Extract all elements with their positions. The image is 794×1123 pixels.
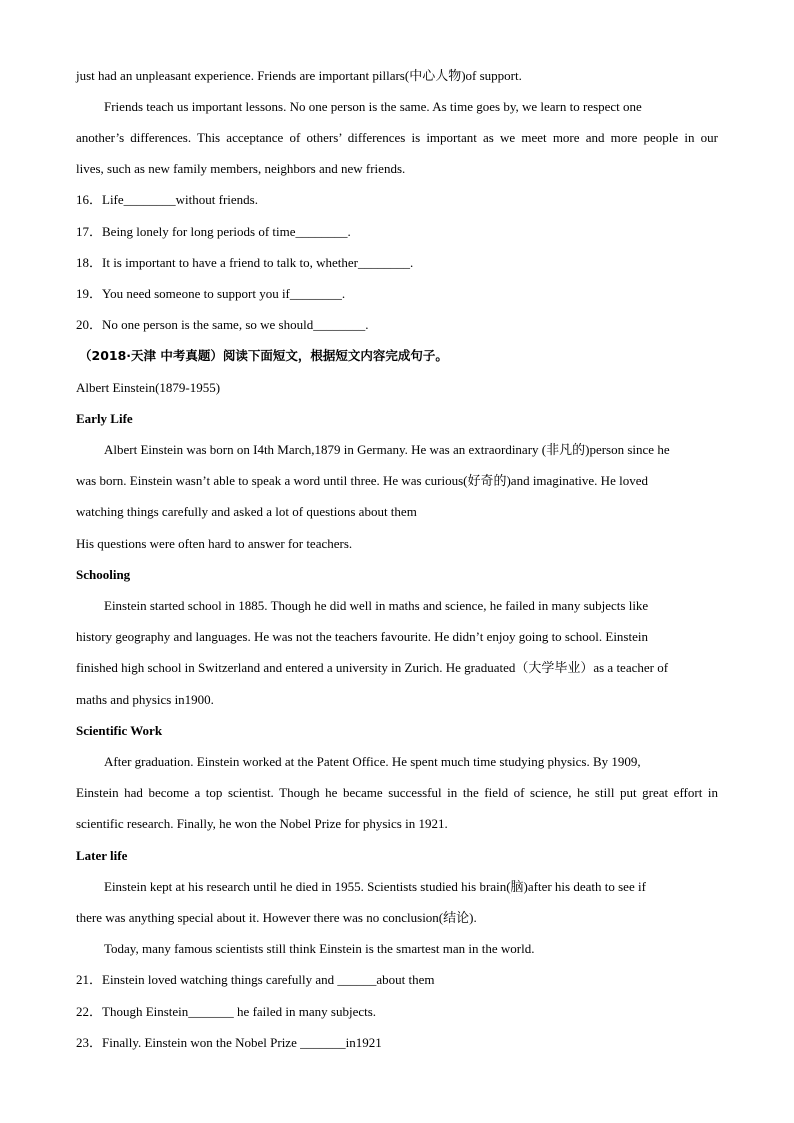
passage-line: another’s differences. This acceptance of others’ differences is important as we meet more and more people in our bbox=[76, 130, 718, 145]
heading-scientific-work: Scientific Work bbox=[76, 723, 163, 738]
paragraph-line: Einstein kept at his research until he died in 1955. Scientists studied his brain(脑)after his death to see if bbox=[104, 879, 646, 894]
paragraph-line: Today, many famous scientists still think Einstein is the smartest man in the world. bbox=[104, 941, 535, 956]
paragraph-line: His questions were often hard to answer for teachers. bbox=[76, 536, 353, 551]
heading-early-life: Early Life bbox=[76, 411, 133, 426]
question-16: 16．Life________without friends. bbox=[76, 192, 258, 207]
heading-later-life: Later life bbox=[76, 848, 128, 863]
paragraph-line: Einstein had become a top scientist. Though he became successful in the field of science, he still put great effort in bbox=[76, 785, 718, 800]
section-instruction: （2018·天津 中考真题）阅读下面短文，根据短文内容完成句子。 bbox=[79, 348, 448, 363]
passage-line: just had an unpleasant experience. Friends are important pillars(中心人物)of support. bbox=[76, 68, 522, 83]
paragraph-line: history geography and languages. He was not the teachers favourite. He didn’t enjoy going to school. Einstein bbox=[76, 629, 648, 644]
heading-schooling: Schooling bbox=[76, 567, 131, 582]
question-17: 17．Being lonely for long periods of time________. bbox=[76, 224, 351, 239]
question-23: 23．Finally. Einstein won the Nobel Prize _______in1921 bbox=[76, 1035, 382, 1050]
passage-line: lives, such as new family members, neighbors and new friends. bbox=[76, 161, 406, 176]
paragraph-line: Einstein started school in 1885. Though he did well in maths and science, he failed in many subjects like bbox=[104, 598, 649, 613]
paragraph-line: there was anything special about it. However there was no conclusion(结论). bbox=[76, 910, 477, 925]
paragraph-line: scientific research. Finally, he won the Nobel Prize for physics in 1921. bbox=[76, 816, 448, 831]
question-18: 18．It is important to have a friend to talk to, whether________. bbox=[76, 255, 414, 270]
article-title: Albert Einstein(1879-1955) bbox=[76, 380, 221, 395]
paragraph-line: After graduation. Einstein worked at the Patent Office. He spent much time studying physics. By 1909, bbox=[104, 754, 641, 769]
question-21: 21．Einstein loved watching things carefully and ______about them bbox=[76, 972, 435, 987]
question-20: 20．No one person is the same, so we should________. bbox=[76, 317, 369, 332]
passage-line: Friends teach us important lessons. No one person is the same. As time goes by, we learn to respect one bbox=[104, 99, 642, 114]
paragraph-line: maths and physics in1900. bbox=[76, 692, 214, 707]
paragraph-line: was born. Einstein wasn’t able to speak a word until three. He was curious(好奇的)and imaginative. He loved bbox=[76, 473, 648, 488]
question-19: 19．You need someone to support you if________. bbox=[76, 286, 346, 301]
question-22: 22．Though Einstein_______ he failed in many subjects. bbox=[76, 1004, 377, 1019]
paragraph-line: finished high school in Switzerland and entered a university in Zurich. He graduated（大学毕业）as a teacher of bbox=[76, 660, 669, 675]
paragraph-line: Albert Einstein was born on I4th March,1879 in Germany. He was an extraordinary (非凡的)person since he bbox=[104, 442, 670, 457]
paragraph-line: watching things carefully and asked a lot of questions about them bbox=[76, 504, 417, 519]
